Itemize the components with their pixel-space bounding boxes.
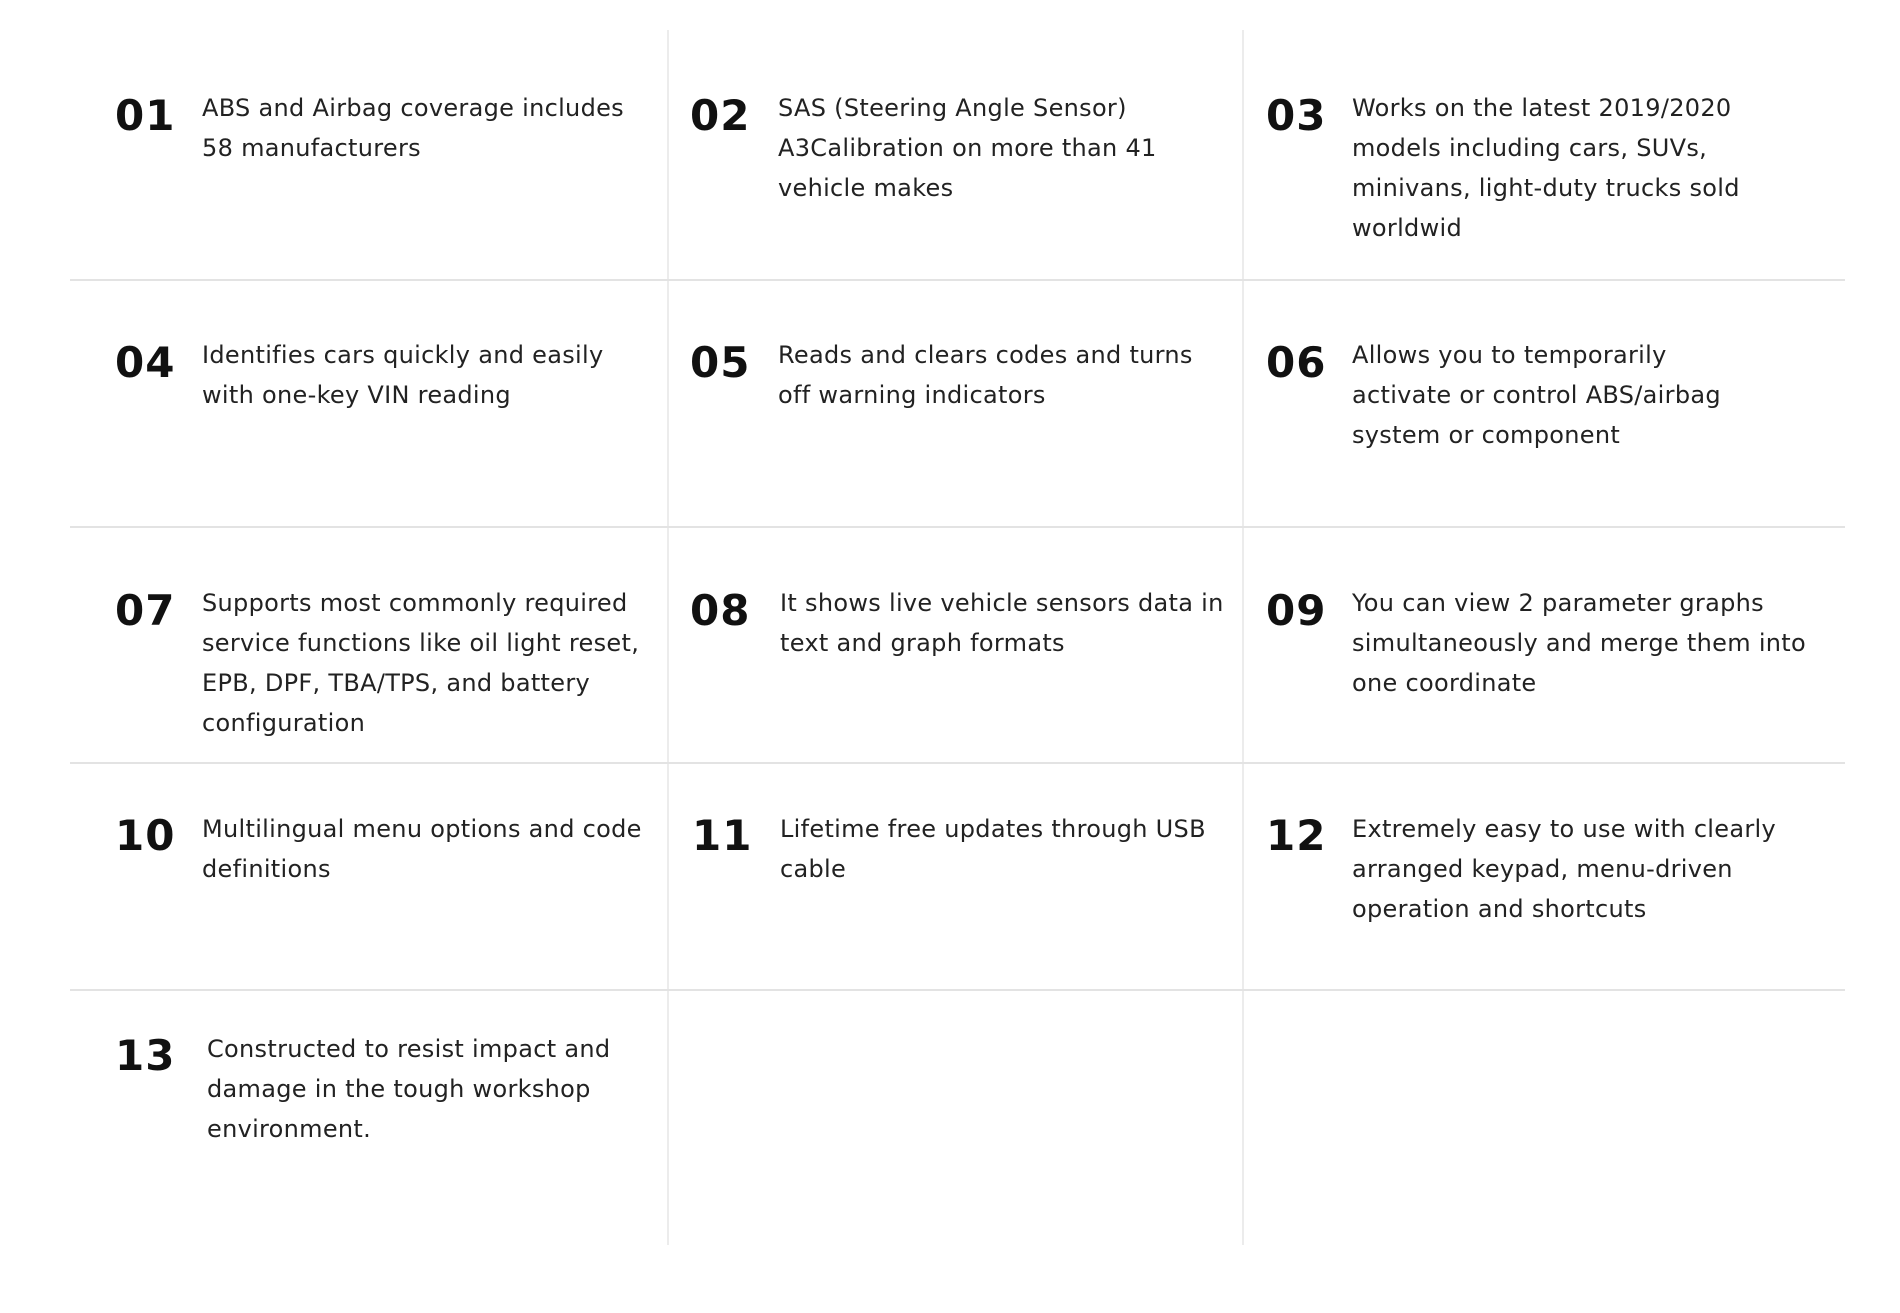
feature-number: 04: [115, 338, 176, 387]
feature-number: 11: [692, 811, 753, 860]
feature-number: 05: [690, 338, 751, 387]
row-divider: [70, 279, 1845, 281]
feature-number: 01: [115, 91, 176, 140]
feature-number: 06: [1266, 338, 1327, 387]
feature-number: 02: [690, 91, 751, 140]
feature-number: 13: [115, 1031, 176, 1080]
feature-text: Allows you to temporarily activate or control ABS/airbag system or component: [1352, 341, 1721, 449]
feature-text: Identifies cars quickly and easily with one-key VIN reading: [202, 341, 604, 409]
feature-text: SAS (Steering Angle Sensor) A3Calibration on more than 41 vehicle makes: [778, 94, 1157, 202]
feature-text: Extremely easy to use with clearly arranged keypad, menu-driven operation and shortcuts: [1352, 815, 1776, 923]
feature-number: 08: [690, 586, 751, 635]
feature-text: Multilingual menu options and code definitions: [202, 815, 642, 883]
feature-number: 03: [1266, 91, 1327, 140]
feature-text: Reads and clears codes and turns off warning indicators: [778, 341, 1193, 409]
feature-number: 10: [115, 811, 176, 860]
feature-text: You can view 2 parameter graphs simultaneously and merge them into one coordinate: [1352, 589, 1806, 697]
row-divider: [70, 989, 1845, 991]
feature-text: Works on the latest 2019/2020 models including cars, SUVs, minivans, light-duty trucks sold worldwid: [1352, 94, 1740, 242]
column-divider: [667, 30, 669, 1245]
feature-number: 07: [115, 586, 176, 635]
row-divider: [70, 762, 1845, 764]
feature-text: It shows live vehicle sensors data in text and graph formats: [780, 589, 1224, 657]
feature-number: 12: [1266, 811, 1327, 860]
feature-number: 09: [1266, 586, 1327, 635]
column-divider: [1242, 30, 1244, 1245]
row-divider: [70, 526, 1845, 528]
feature-text: Lifetime free updates through USB cable: [780, 815, 1206, 883]
feature-text: Supports most commonly required service functions like oil light reset, EPB, DPF, TBA/TPS, and battery configuration: [202, 589, 640, 737]
feature-text: ABS and Airbag coverage includes 58 manufacturers: [202, 94, 624, 162]
feature-text: Constructed to resist impact and damage in the tough workshop environment.: [207, 1035, 611, 1143]
